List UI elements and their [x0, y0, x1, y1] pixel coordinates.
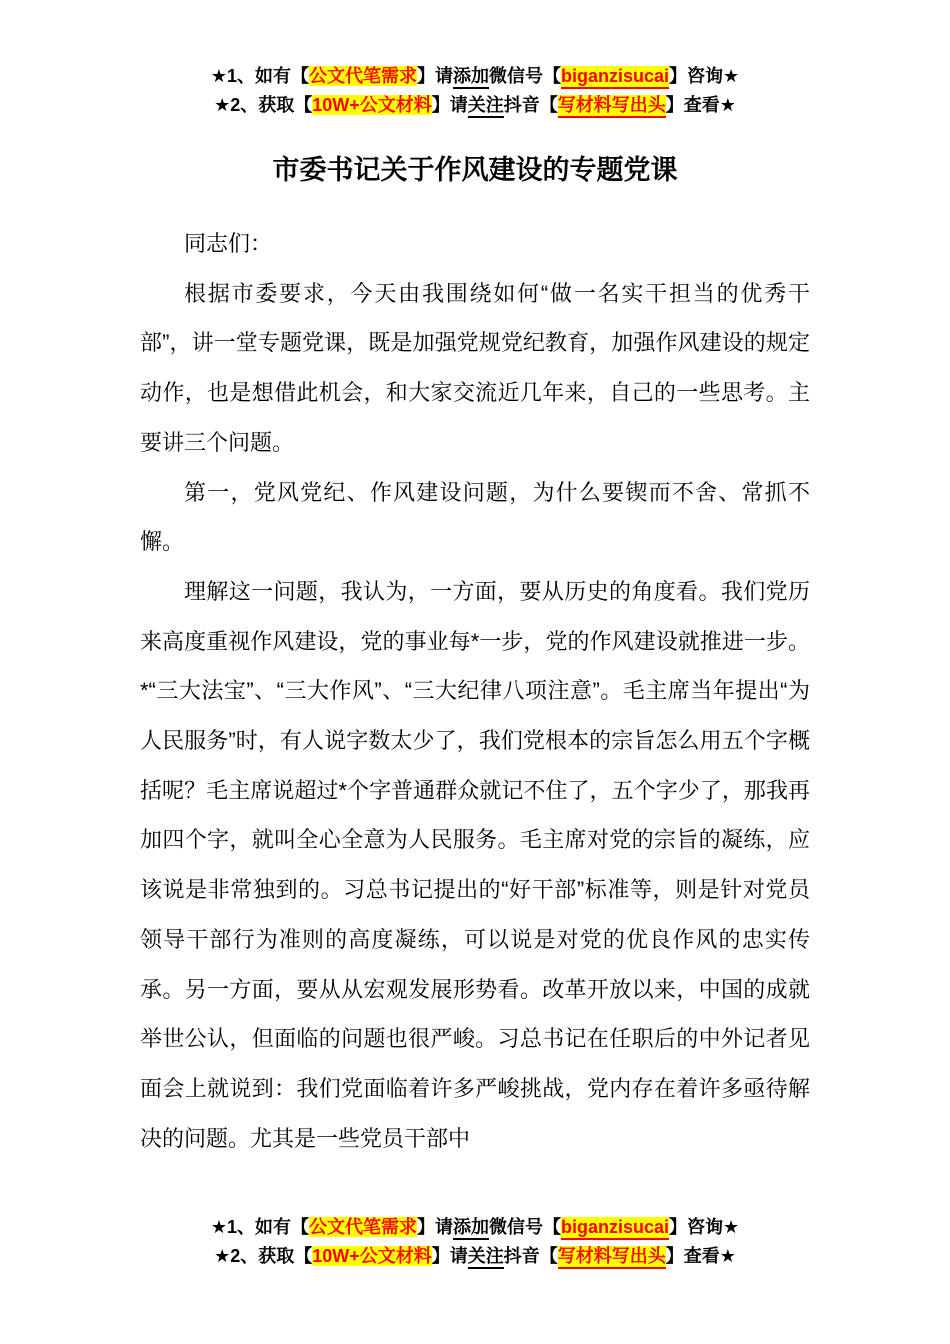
banner-text: 微信号【 [488, 1217, 561, 1237]
action-word-follow: 关注 [468, 95, 504, 118]
banner-text: 抖音【 [503, 95, 558, 115]
action-word-add: 添加 [453, 1217, 489, 1240]
banner-text: 】请 [416, 66, 453, 86]
promo-banner-bottom [0, 1213, 950, 1271]
banner-text: ★2、获取【 [214, 1246, 313, 1266]
banner-text: 】咨询★ [669, 66, 740, 86]
document-body [140, 219, 810, 1163]
banner-text: ★2、获取【 [214, 95, 313, 115]
promo-keyword-writing-service: 公文代笔需求 [308, 1217, 417, 1237]
promo-keyword-materials: 10W+公文材料 [312, 95, 432, 115]
action-word-follow: 关注 [468, 1246, 504, 1269]
paragraph: 同志们： [184, 231, 273, 256]
douyin-id: 写材料写出头 [558, 1246, 666, 1269]
paragraph: 第一，党风党纪、作风建设问题，为什么要锲而不舍、常抓不懈。 [140, 479, 810, 555]
banner-text: ★1、如有【 [210, 66, 309, 86]
banner-text: 抖音【 [503, 1246, 558, 1266]
document-title: 市委书记关于作风建设的专题党课 [272, 155, 678, 185]
banner-text: 】查看★ [665, 1246, 736, 1266]
banner-text: 】查看★ [665, 95, 736, 115]
banner-line [0, 1242, 950, 1271]
wechat-id: biganzisucai [561, 66, 669, 89]
promo-keyword-writing-service: 公文代笔需求 [308, 66, 417, 86]
douyin-id: 写材料写出头 [558, 95, 666, 118]
banner-line [0, 1213, 950, 1242]
promo-keyword-materials: 10W+公文材料 [312, 1246, 432, 1266]
banner-text: 】请 [416, 1217, 453, 1237]
action-word-add: 添加 [453, 66, 489, 89]
banner-line [0, 62, 950, 91]
banner-text: 微信号【 [488, 66, 561, 86]
paragraph: 根据市委要求，今天由我围绕如何“做一名实干担当的优秀干部”，讲一堂专题党课，既是加强党规党纪教育，加强作风建设的规定动作，也是想借此机会，和大家交流近几年来，自己的一些思考。主要讲三个问题。 [140, 280, 810, 455]
banner-line [0, 91, 950, 120]
promo-banner-top [0, 0, 950, 120]
wechat-id: biganzisucai [561, 1217, 669, 1240]
banner-text: ★1、如有【 [210, 1217, 309, 1237]
banner-text: 】请 [431, 95, 468, 115]
banner-text: 】咨询★ [669, 1217, 740, 1237]
paragraph: 理解这一问题，我认为，一方面，要从历史的角度看。我们党历来高度重视作风建设，党的事业每*一步，党的作风建设就推进一步。*“三大法宝”、“三大作风”、“三大纪律八项注意”。毛主席当年提出“为人民服务”时，有人说字数太少了，我们党根本的宗旨怎么用五个字概括呢？毛主席说超过*个字普通群众就记不住了，五个字少了，那我再加四个字，就叫全心全意为人民服务。毛主席对党的宗旨的凝练，应该说是非常独到的。习总书记提出的“好干部”标准等，则是针对党员领导干部行为准则的高度凝练，可以说是对党的优良作风的忠实传承。另一方面，要从从宏观发展形势看。改革开放以来，中国的成就举世公认，但面临的问题也很严峻。习总书记在任职后的中外记者见面会上就说到：我们党面临着许多严峻挑战，党内存在着许多亟待解决的问题。尤其是一些党员干部中 [140, 578, 810, 1151]
banner-text: 】请 [431, 1246, 468, 1266]
